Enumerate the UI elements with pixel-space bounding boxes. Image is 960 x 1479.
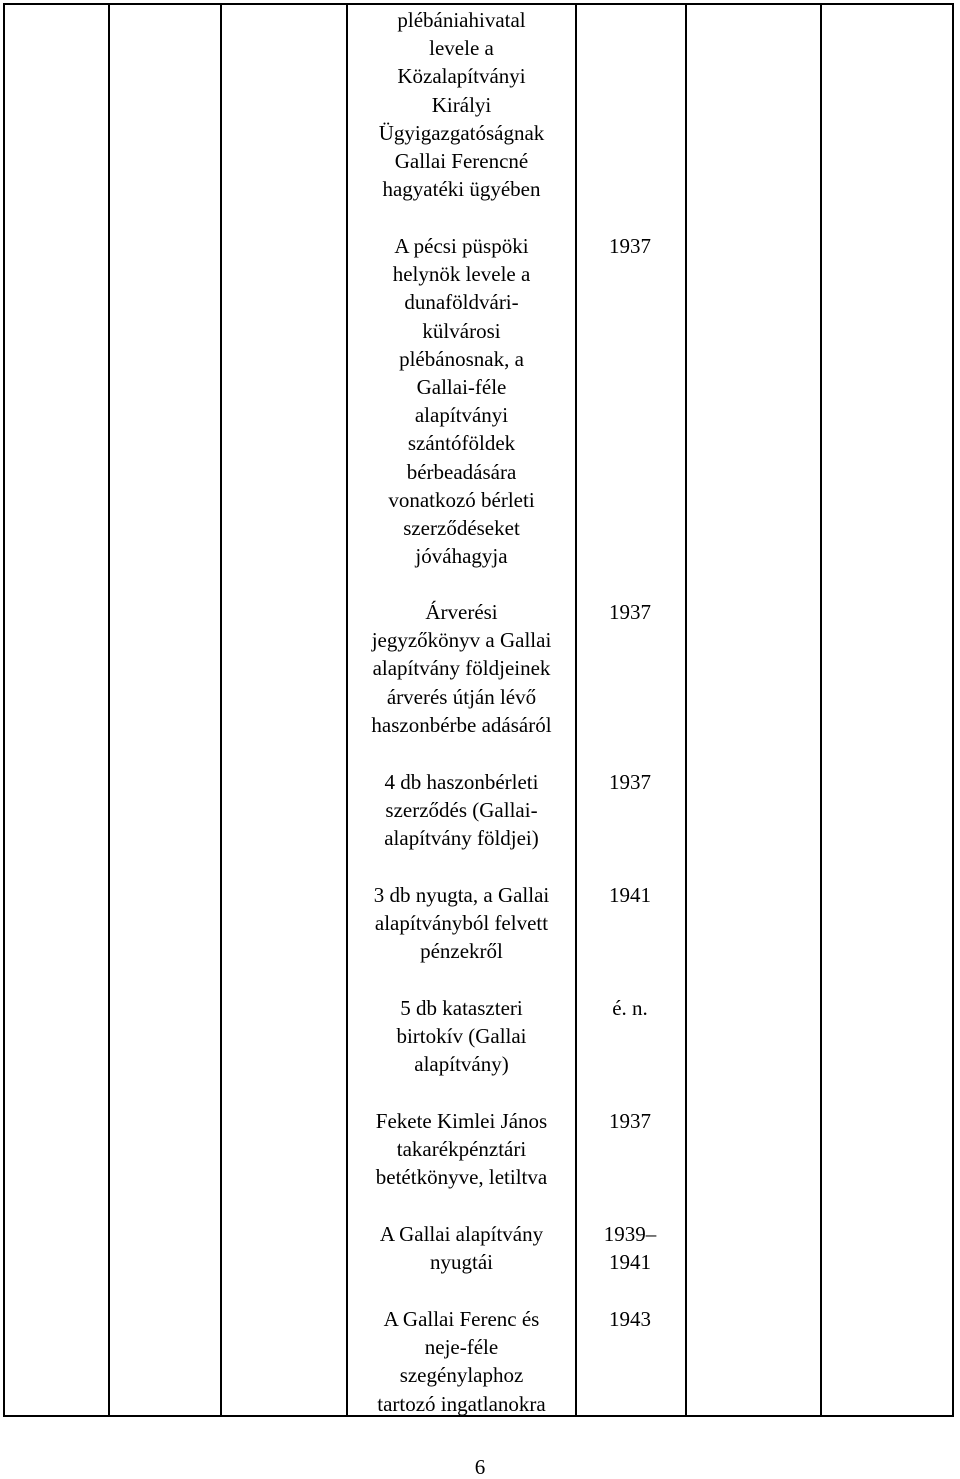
description-line: Királyi bbox=[431, 92, 492, 117]
page-number: 6 bbox=[474, 1455, 486, 1479]
table-row bbox=[347, 1305, 576, 1418]
year-cell bbox=[576, 994, 684, 1022]
year-value: 1941 bbox=[609, 883, 651, 907]
description-line: szántóföldek bbox=[407, 431, 516, 456]
description-line: A Gallai alapítvány bbox=[379, 1222, 544, 1246]
year-value: 1937 bbox=[609, 600, 651, 624]
year-cell bbox=[576, 232, 684, 260]
description-line: alapítvány) bbox=[414, 1052, 509, 1077]
year-cell bbox=[576, 768, 684, 796]
description-line: neje-féle bbox=[424, 1335, 499, 1360]
table-row bbox=[347, 768, 576, 853]
description-line: pénzekről bbox=[420, 939, 503, 964]
year-value: 1937 bbox=[609, 770, 651, 794]
table-row bbox=[347, 598, 576, 739]
year-value: 1941 bbox=[609, 1250, 651, 1275]
description-line: jóváhagyja bbox=[415, 544, 508, 569]
description-line: alapítvány földjei) bbox=[384, 826, 539, 851]
year-cell bbox=[576, 598, 684, 626]
year-value: é. n. bbox=[612, 996, 648, 1020]
description-line: Ügyigazgatóságnak bbox=[378, 120, 545, 145]
description-line: A pécsi püspöki bbox=[394, 234, 529, 258]
description-line: levele a bbox=[429, 36, 494, 61]
description-line: Gallai-féle bbox=[416, 375, 507, 400]
column-divider bbox=[685, 3, 687, 1417]
description-line: alapítványból felvett bbox=[374, 911, 549, 936]
description-line: hagyatéki ügyében bbox=[382, 177, 541, 202]
year-cell bbox=[576, 1220, 684, 1276]
description-line: szerződés (Gallai- bbox=[385, 798, 538, 823]
description-line: Árverési bbox=[425, 600, 498, 624]
description-line: helynök levele a bbox=[392, 262, 531, 287]
description-line: alapítvány földjeinek bbox=[372, 656, 551, 681]
description-line: Közalapítványi bbox=[397, 64, 526, 89]
year-cell bbox=[576, 881, 684, 909]
column-divider bbox=[820, 3, 822, 1417]
description-line: 5 db kataszteri bbox=[400, 996, 523, 1020]
table-row bbox=[347, 1220, 576, 1276]
column-divider bbox=[108, 3, 110, 1417]
description-line: tartozó ingatlanokra bbox=[377, 1391, 546, 1416]
description-line: árverés útján lévő bbox=[386, 684, 537, 709]
table-row bbox=[347, 232, 576, 570]
year-value: 1943 bbox=[609, 1307, 651, 1331]
column-divider bbox=[220, 3, 222, 1417]
description-line: bérbeadására bbox=[406, 459, 517, 484]
description-line: vonatkozó bérleti bbox=[388, 487, 535, 512]
year-value: 1937 bbox=[609, 1109, 651, 1133]
description-line: 4 db haszonbérleti bbox=[384, 770, 539, 794]
year-cell bbox=[576, 1305, 684, 1333]
description-line: Fekete Kimlei János bbox=[375, 1109, 548, 1133]
table-row bbox=[347, 994, 576, 1079]
description-line: birtokív (Gallai bbox=[396, 1024, 527, 1049]
year-value: 1937 bbox=[609, 234, 651, 258]
year-value: 1939– bbox=[603, 1222, 657, 1246]
description-line: szegénylaphoz bbox=[399, 1363, 524, 1388]
description-line: plébánosnak, a bbox=[399, 346, 524, 371]
description-line: 3 db nyugta, a Gallai bbox=[373, 883, 550, 907]
description-line: alapítványi bbox=[414, 403, 509, 428]
description-line: betétkönyve, letiltva bbox=[375, 1165, 548, 1190]
table-row bbox=[347, 881, 576, 966]
description-line: jegyzőkönyv a Gallai bbox=[371, 628, 552, 653]
description-line: takarékpénztári bbox=[396, 1137, 527, 1162]
description-line: dunaföldvári- bbox=[404, 290, 519, 315]
description-line: nyugtái bbox=[430, 1250, 493, 1275]
description-line: plébániahivatal bbox=[397, 8, 526, 32]
table-row bbox=[347, 1107, 576, 1192]
description-line: Gallai Ferencné bbox=[394, 149, 529, 174]
year-cell bbox=[576, 1107, 684, 1135]
description-line: külvárosi bbox=[422, 318, 501, 343]
description-line: A Gallai Ferenc és bbox=[383, 1307, 540, 1331]
description-line: haszonbérbe adásáról bbox=[371, 712, 552, 737]
description-line: szerződéseket bbox=[403, 516, 520, 541]
table-row bbox=[347, 6, 576, 203]
